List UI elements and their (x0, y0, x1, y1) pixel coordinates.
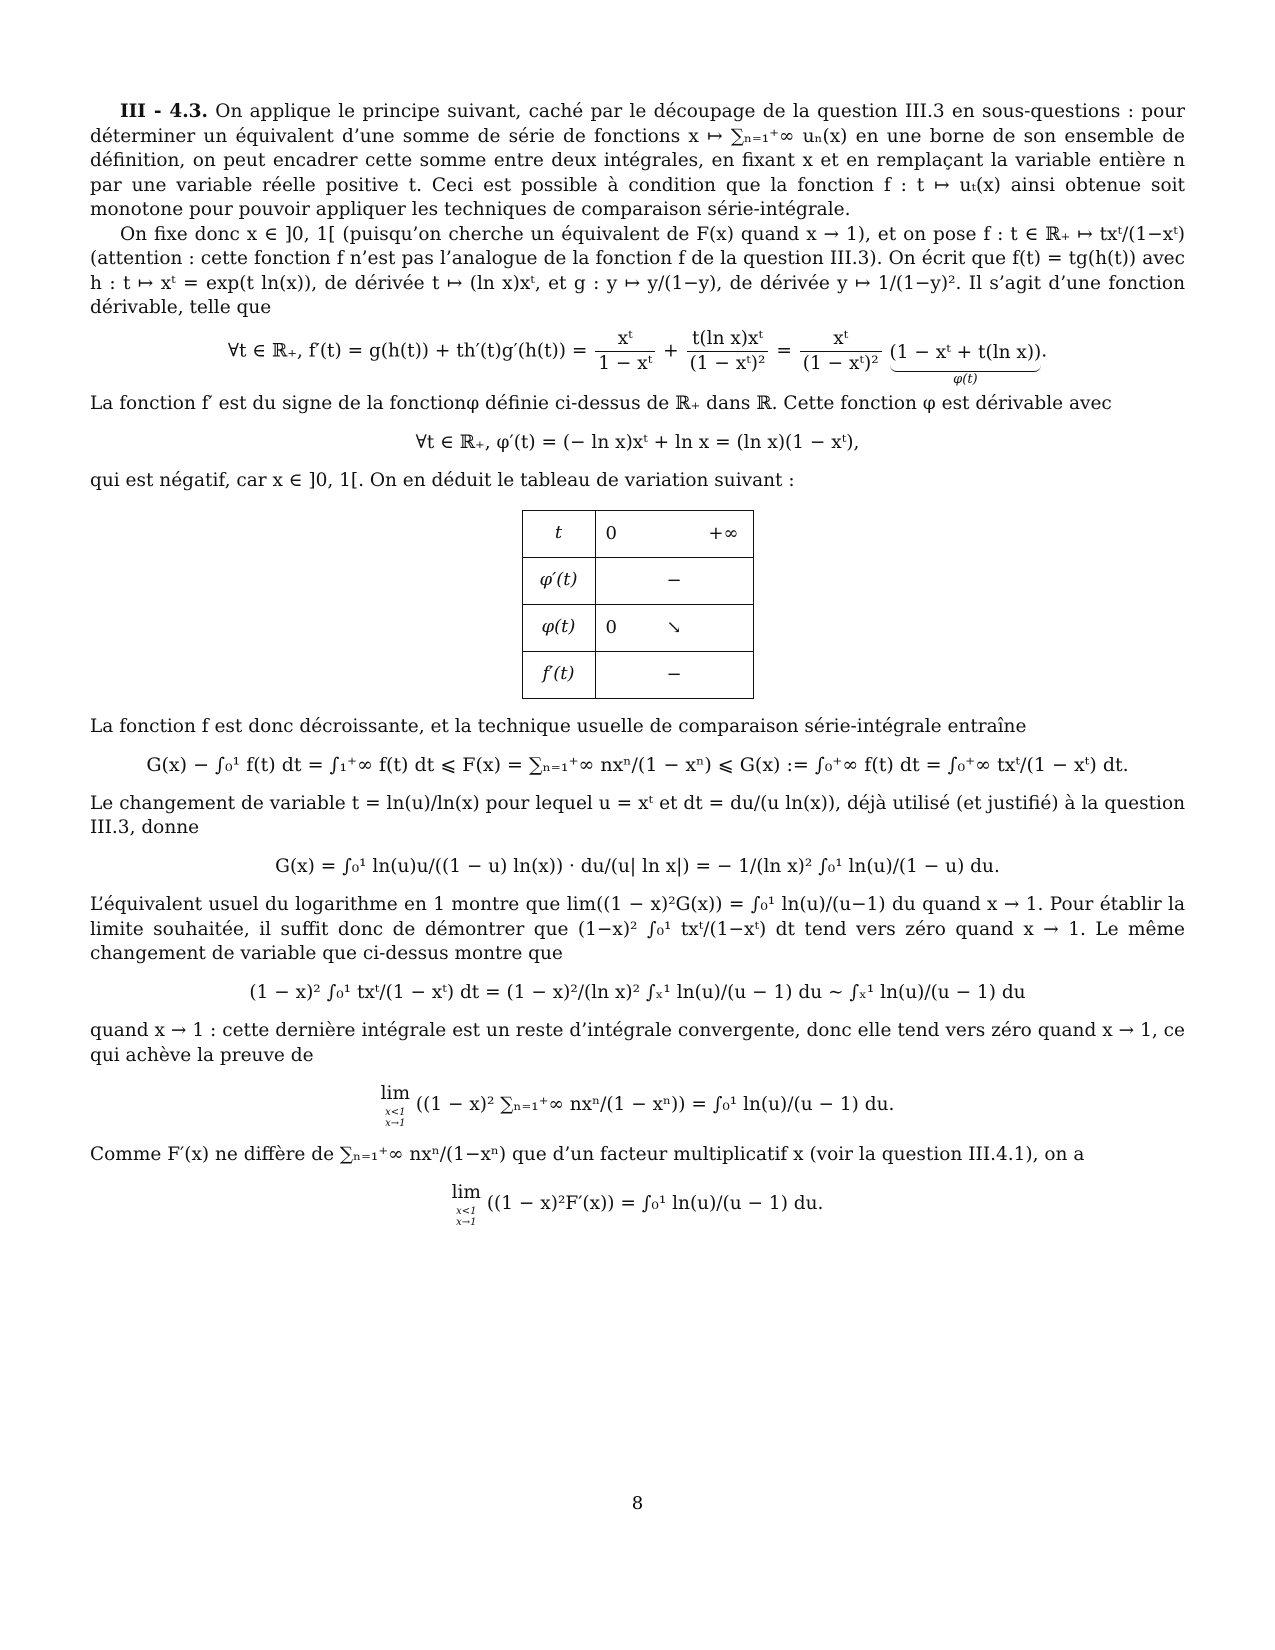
paragraph-4: qui est négatif, car x ∈ ]0, 1[. On en déduit le tableau de variation suivant : (90, 470, 795, 491)
limit-cond-2: x→1 (385, 1117, 406, 1129)
equation-limit-sum (90, 1082, 1185, 1129)
eq1-underbrace (890, 341, 1042, 389)
table-row (522, 604, 753, 651)
eq1-brace-label: φ(t) (953, 372, 978, 387)
paragraph-5: La fonction f est donc décroissante, et la technique usuelle de comparaison série-intégrale entraîne (90, 715, 1027, 737)
table-cell-head: φ(t) (522, 604, 595, 651)
paragraph-7: L’équivalent usuel du logarithme en 1 montre que lim((1 − x)²G(x)) = ∫₀¹ ln(u)/(u−1) du quand x → 1. Pour établir la limite souhaitée, il suffit donc de démontrer que (1−x)² ∫₀¹ txᵗ/(1−xᵗ) dt tend vers zéro quand x → 1. Le même changement de variable que ci-dessus montre que (90, 894, 1185, 964)
page-body (90, 100, 1185, 1228)
eq1-frac-1 (595, 327, 655, 376)
eq1-frac-1-den: 1 − xᵗ (598, 352, 653, 374)
variation-table (522, 510, 754, 699)
eq1-frac-2 (687, 327, 769, 376)
section-paragraph (90, 100, 1185, 223)
table-cell-values (595, 604, 753, 651)
equation-G: G(x) = ∫₀¹ ln(u)u/((1 − u) ln(x)) · du/(u| ln x|) = − 1/(ln x)² ∫₀¹ ln(u)/(1 − u) du. (275, 855, 1000, 877)
page-number: 8 (631, 1493, 644, 1514)
eq1-end: . (1041, 340, 1048, 361)
paragraph-8: quand x → 1 : cette dernière intégrale est un reste d’intégrale convergente, donc elle tend vers zéro quand x → 1, ce qui achève la preuve de (90, 1020, 1185, 1066)
table-mid: − (666, 569, 682, 591)
eq1-equals: = (776, 339, 792, 361)
table-row (522, 557, 753, 604)
limit-cond-1: x<1 (385, 1106, 406, 1118)
section-label: III - 4.3. (120, 101, 208, 122)
equation-phi-prime: ∀t ∈ ℝ₊, φ′(t) = (− ln x)xᵗ + ln x = (ln x)(1 − xᵗ), (415, 431, 860, 453)
eq1-frac-3-den: (1 − xᵗ)² (802, 352, 879, 374)
eq1-brace-body: (1 − xᵗ + t(ln x)) (889, 341, 1042, 363)
table-end: +∞ (708, 522, 739, 544)
underbrace-shape (890, 365, 1042, 372)
table-mid: − (666, 663, 682, 685)
table-cell-head: t (522, 510, 595, 557)
paragraph-2: On fixe donc x ∈ ]0, 1[ (puisqu’on cherche un équivalent de F(x) quand x → 1), et on pose f : t ∈ ℝ₊ ↦ txᵗ/(1−xᵗ) (attention : cette fonction f n’est pas l’analogue de la fonction f de la question III.3). On écrit que f(t) = tg(h(t)) avec h : t ↦ xᵗ = exp(t ln(x)), de dérivée t ↦ (ln x)xᵗ, et g : y ↦ y/(1−y), de dérivée y ↦ 1/(1−y)². Il s’agit d’une fonction dérivable, telle que (90, 223, 1185, 318)
limit-cond-2: x→1 (456, 1216, 477, 1228)
table-cell-values (595, 510, 753, 557)
limit-word: lim (380, 1083, 410, 1104)
eq1-frac-2-num: t(ln x)xᵗ (687, 327, 769, 352)
limit-operator (381, 1082, 410, 1129)
eq1-frac-2-den: (1 − xᵗ)² (689, 352, 766, 374)
limit-operator (452, 1181, 481, 1228)
limit-derivative-body: ((1 − x)²F′(x)) = ∫₀¹ ln(u)/(u − 1) du. (486, 1193, 824, 1214)
equation-series-integral: G(x) − ∫₀¹ f(t) dt = ∫₁⁺∞ f(t) dt ⩽ F(x) = ∑ₙ₌₁⁺∞ nxⁿ/(1 − xⁿ) ⩽ G(x) := ∫₀⁺∞ f(t) dt = ∫₀⁺∞ txᵗ/(1 − xᵗ) dt. (146, 754, 1129, 776)
table-cell-values (595, 651, 753, 698)
limit-cond-1: x<1 (456, 1205, 477, 1217)
limit-word: lim (451, 1182, 481, 1203)
eq1-frac-1-num: xᵗ (595, 327, 655, 352)
limit-sum-body: ((1 − x)² ∑ₙ₌₁⁺∞ nxⁿ/(1 − xⁿ)) = ∫₀¹ ln(u)/(u − 1) du. (415, 1094, 895, 1115)
paragraph-6: Le changement de variable t = ln(u)/ln(x) pour lequel u = xᵗ et dt = du/(u ln(x)), déjà utilisé (et justifié) à la question III.3, donne (90, 792, 1185, 838)
table-start: 0 (605, 616, 617, 638)
decreasing-arrow-icon: ↘ (666, 616, 682, 638)
table-row (522, 651, 753, 698)
table-cell-head: φ′(t) (522, 557, 595, 604)
equation-limit-derivative (90, 1181, 1185, 1228)
eq1-frac-3 (800, 327, 882, 376)
paragraph-9: Comme F′(x) ne diffère de ∑ₙ₌₁⁺∞ nxⁿ/(1−xⁿ) que d’un facteur multiplicatif x (voir la question III.4.1), on a (90, 1143, 1085, 1165)
table-cell-head: f′(t) (522, 651, 595, 698)
table-start: 0 (605, 522, 617, 544)
section-intro: On applique le principe suivant, caché par le découpage de la question III.3 en sous-questions : pour déterminer un équivalent d’une somme de série de fonctions x ↦ ∑ₙ₌₁⁺∞ uₙ(x) en une borne de son ensemble de définition, on peut encadrer cette somme entre deux intégrales, en fixant x et en remplaçant la variable entière n par une variable réelle positive t. Ceci est possible à condition que la fonction f : t ↦ uₜ(x) ainsi obtenue soit monotone pour pouvoir appliquer les techniques de comparaison série-intégrale. (90, 101, 1185, 220)
table-row (522, 510, 753, 557)
paragraph-3: La fonction f′ est du signe de la fonctionφ définie ci-dessus de ℝ₊ dans ℝ. Cette fonction φ est dérivable avec (90, 393, 1112, 414)
eq1-frac-3-num: xᵗ (800, 327, 882, 352)
equation-f-prime (90, 327, 1185, 389)
equation-remainder: (1 − x)² ∫₀¹ txᵗ/(1 − xᵗ) dt = (1 − x)²/(ln x)² ∫ₓ¹ ln(u)/(u − 1) du ∼ ∫ₓ¹ ln(u)/(u − 1) du (249, 981, 1026, 1003)
table-cell-values (595, 557, 753, 604)
eq1-lhs: ∀t ∈ ℝ₊, f′(t) = g(h(t)) + th′(t)g′(h(t)) = (227, 339, 588, 361)
eq1-plus: + (663, 339, 679, 361)
